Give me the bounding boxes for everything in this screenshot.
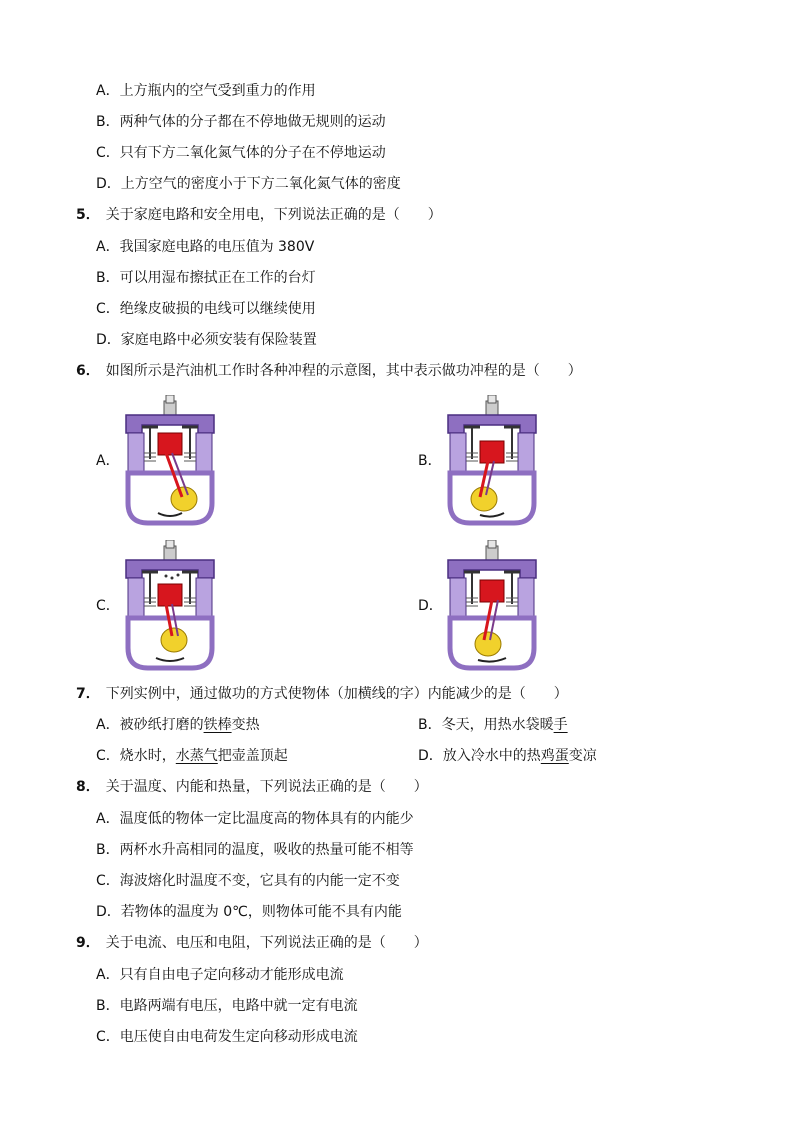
q9-number: 9． [76,935,100,951]
q6-stem: 如图所示是汽油机工作时各种冲程的示意图，其中表示做功冲程的是（ ） [105,363,582,379]
q7-option-b [418,715,568,735]
q7-option-a-tail: 变热 [231,717,260,733]
q7-number: 7． [76,686,100,702]
q7-option-d [418,746,597,766]
q7-stem: 下列实例中，通过做功的方式使物体（加横线的字）内能减少的是（ ） [105,686,568,702]
q9-option-b: B．电路两端有电压，电路中就一定有电流 [96,998,358,1014]
q7-option-c [96,746,288,766]
q4-option-d: D．上方空气的密度小于下方二氧化氮气体的密度 [96,176,401,192]
q6-label-b: B． [418,453,442,469]
q9-option-a: A．只有自由电子定向移动才能形成电流 [96,967,344,983]
q7-option-c-tail: 把壶盖顶起 [217,748,288,764]
q6-number: 6． [76,363,100,379]
q4-option-b: B．两种气体的分子都在不停地做无规则的运动 [96,114,386,130]
q7-option-c-text: C．烧水时， [96,748,176,764]
q4-option-c: C．只有下方二氧化氮气体的分子在不停地运动 [96,145,386,161]
q9-option-c: C．电压使自由电荷发生定向移动形成电流 [96,1029,358,1045]
q7-option-b-text: B．冬天，用热水袋暖 [418,717,554,733]
q7-option-d-text: D．放入冷水中的热 [418,748,541,764]
q5-option-b: B．可以用湿布擦拭正在工作的台灯 [96,270,316,286]
q7-option-c-underlined: 水蒸气 [175,748,218,764]
engine-diagram-a [122,395,218,529]
q9-stem: 关于电流、电压和电阻，下列说法正确的是（ ） [105,935,428,951]
q8-option-c: C．海波熔化时温度不变，它具有的内能一定不变 [96,873,400,889]
q6-label-d: D． [418,598,443,614]
q6-stem-line [76,361,582,381]
q7-option-d-tail: 变凉 [568,748,597,764]
q5-stem-line [76,205,442,225]
q8-stem: 关于温度、内能和热量，下列说法正确的是（ ） [105,779,428,795]
q8-number: 8． [76,779,100,795]
q4-option-a: A．上方瓶内的空气受到重力的作用 [96,83,316,99]
q7-option-d-underlined: 鸡蛋 [540,748,569,764]
q5-option-c: C．绝缘皮破损的电线可以继续使用 [96,301,316,317]
engine-diagram-c [122,540,218,674]
q6-label-a: A． [96,453,120,469]
q5-number: 5． [76,207,100,223]
q8-option-b: B．两杯水升高相同的温度，吸收的热量可能不相等 [96,842,414,858]
q7-stem-line [76,684,568,704]
q5-option-d: D．家庭电路中必须安装有保险装置 [96,332,317,348]
q7-option-b-underlined: 手 [553,717,568,733]
q6-label-c: C． [96,598,120,614]
q8-option-a: A．温度低的物体一定比温度高的物体具有的内能少 [96,811,414,827]
q7-option-a-text: A．被砂纸打磨的 [96,717,204,733]
q8-stem-line [76,777,428,797]
engine-diagram-b [444,395,540,529]
q5-stem: 关于家庭电路和安全用电，下列说法正确的是（ ） [105,207,442,223]
q5-option-a: A．我国家庭电路的电压值为 380V [96,239,315,255]
q8-option-d: D．若物体的温度为 0℃，则物体可能不具有内能 [96,904,402,920]
q7-option-a [96,715,260,735]
q7-option-a-underlined: 铁棒 [203,717,232,733]
q9-stem-line [76,933,428,953]
engine-diagram-d [444,540,540,674]
